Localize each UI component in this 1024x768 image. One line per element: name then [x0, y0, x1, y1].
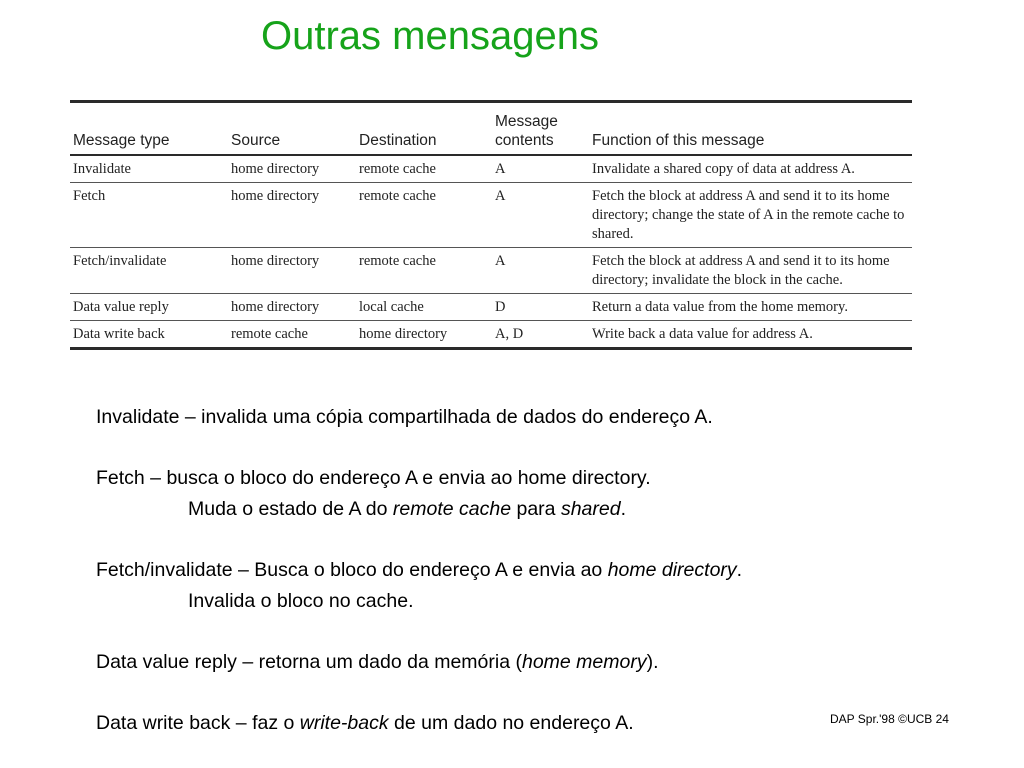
note-fetch-line-1: Fetch – busca o bloco do endereço A e envia ao home directory. — [96, 467, 651, 489]
cell-destination: local cache — [359, 299, 424, 316]
note-data-value-reply — [96, 647, 976, 678]
note-term: home directory — [607, 559, 737, 581]
spacer — [96, 525, 976, 555]
notes-section — [96, 402, 976, 739]
header-destination: Destination — [359, 131, 437, 149]
cell-type: Data value reply — [73, 299, 169, 316]
cell-contents: A — [495, 188, 506, 205]
header-message-contents: Message contents — [495, 113, 558, 149]
cell-type: Invalidate — [73, 161, 131, 178]
cell-contents: D — [495, 299, 506, 316]
cell-contents: A — [495, 253, 506, 270]
spacer — [96, 617, 976, 647]
note-term: write-back — [299, 712, 389, 734]
note-text: . — [620, 498, 626, 520]
message-table-container — [70, 100, 912, 350]
note-text: Fetch/invalidate – Busca o bloco do endereço A e envia ao — [96, 559, 608, 581]
header-source: Source — [231, 131, 281, 149]
table-row — [70, 321, 912, 349]
note-text: para — [511, 498, 561, 520]
cell-source: home directory — [231, 299, 320, 316]
cell-destination: remote cache — [359, 161, 436, 178]
note-text: ). — [646, 651, 659, 673]
cell-function: Fetch the block at address A and send it to its home directory; invalidate the block in the cache. — [592, 253, 890, 289]
note-text: Muda o estado de A do — [188, 498, 393, 520]
cell-contents: A, D — [495, 326, 524, 343]
cell-function: Return a data value from the home memory. — [592, 299, 848, 316]
note-term: remote cache — [392, 498, 512, 520]
cell-destination: home directory — [359, 326, 448, 343]
cell-source: home directory — [231, 188, 320, 205]
cell-function: Invalidate a shared copy of data at address A. — [592, 161, 855, 178]
cell-source: home directory — [231, 253, 320, 270]
page-title: Outras mensagens — [261, 14, 599, 58]
spacer — [96, 678, 976, 708]
table-header-row — [70, 102, 912, 156]
spacer — [96, 433, 976, 463]
table-row — [70, 294, 912, 321]
cell-function: Write back a data value for address A. — [592, 326, 813, 343]
cell-type: Fetch/invalidate — [73, 253, 167, 270]
cell-source: remote cache — [231, 326, 308, 343]
cell-source: home directory — [231, 161, 320, 178]
cell-destination: remote cache — [359, 188, 436, 205]
note-text: Data value reply – retorna um dado da memória ( — [96, 651, 522, 673]
note-invalidate: Invalidate – invalida uma cópia compartilhada de dados do endereço A. — [96, 406, 713, 428]
header-message-type: Message type — [73, 131, 170, 149]
note-term: shared — [560, 498, 621, 520]
note-text: . — [736, 559, 743, 581]
cell-contents: A — [495, 161, 506, 178]
note-fetch-invalidate-line-1 — [96, 555, 976, 586]
table-row — [70, 155, 912, 183]
cell-type: Fetch — [73, 188, 106, 205]
note-term: home memory — [521, 651, 647, 673]
cell-function: Fetch the block at address A and send it to its home directory; change the state of A in the remote cache to shared. — [592, 188, 905, 243]
note-text: Data write back – faz o — [96, 712, 300, 734]
note-text: de um dado no endereço A. — [388, 712, 634, 734]
table-row — [70, 248, 912, 294]
cell-type: Data write back — [73, 326, 165, 343]
note-fetch-invalidate-line-2: Invalida o bloco no cache. — [188, 590, 414, 612]
note-fetch-line-2 — [96, 494, 976, 525]
header-function: Function of this message — [592, 131, 765, 149]
message-table — [70, 100, 912, 350]
slide-footer: DAP Spr.'98 ©UCB 24 — [830, 712, 949, 726]
cell-destination: remote cache — [359, 253, 436, 270]
table-row — [70, 183, 912, 248]
